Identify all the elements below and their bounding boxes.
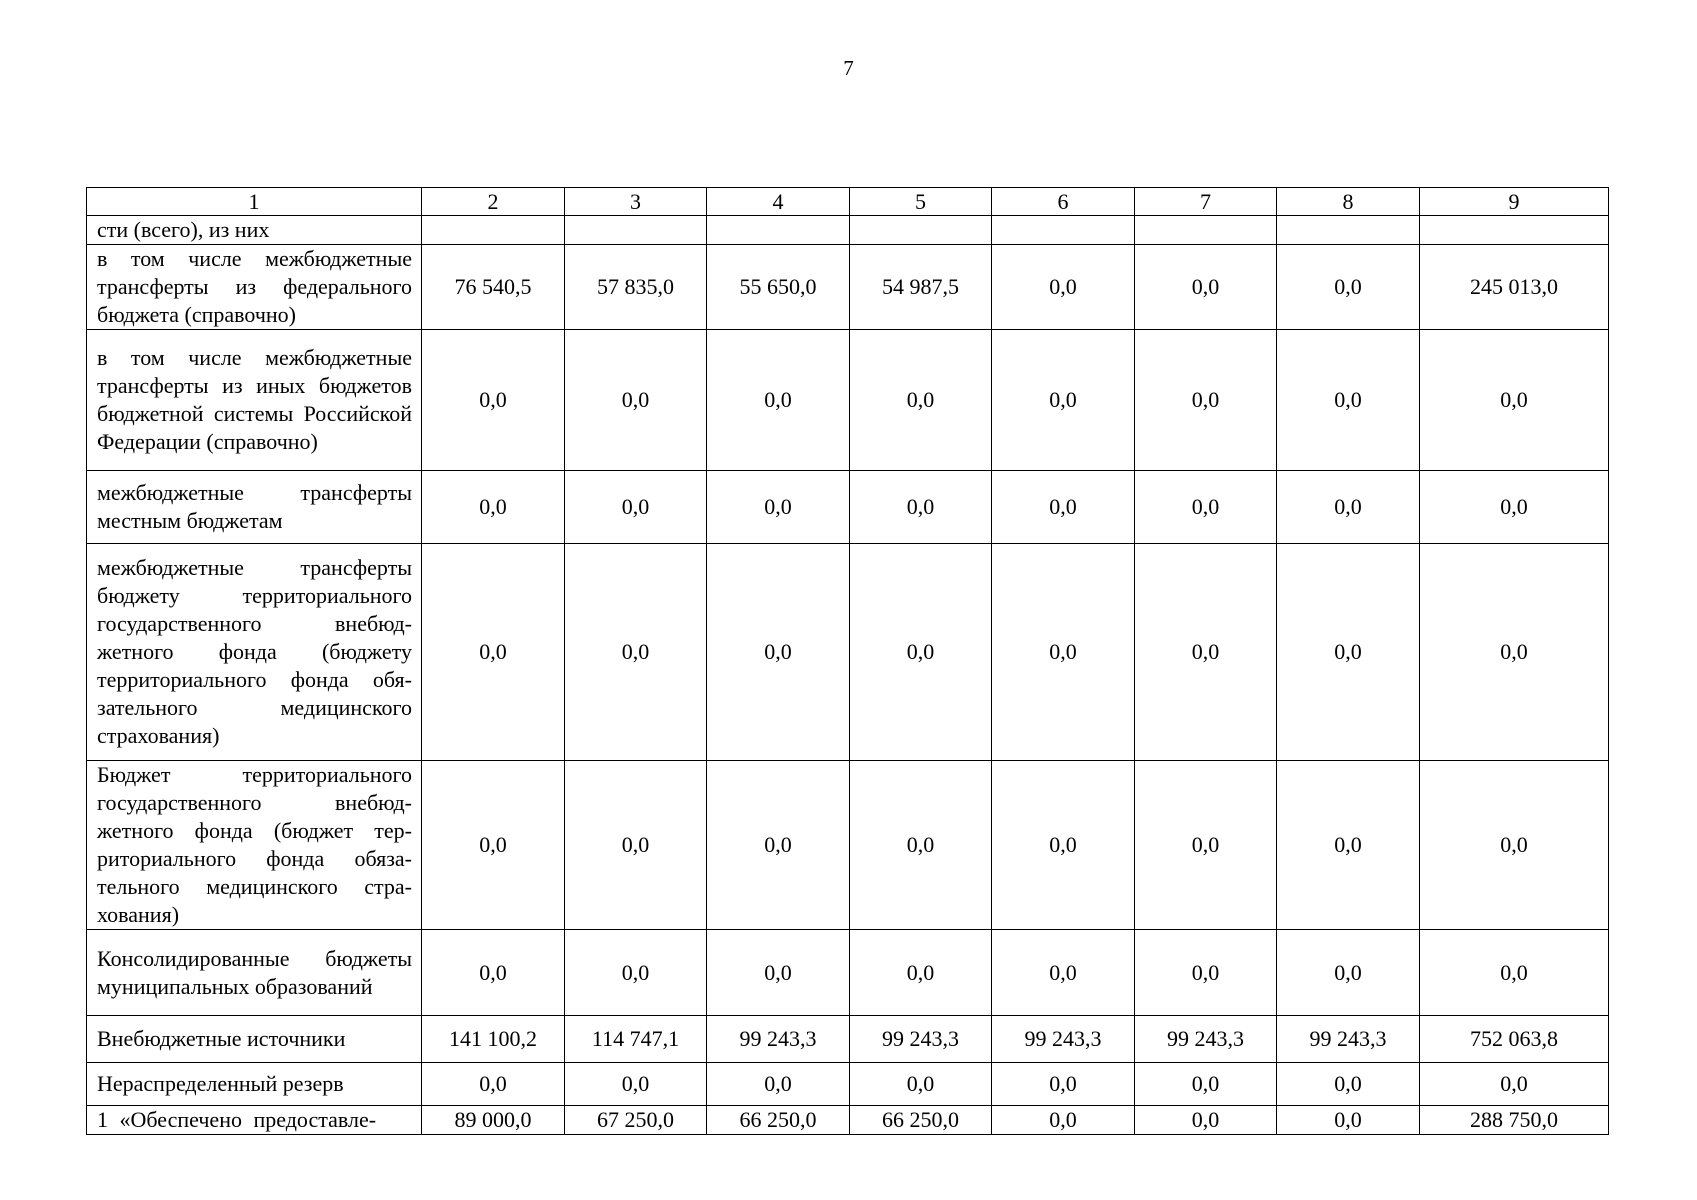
- budget-table: [86, 187, 1609, 1135]
- row-label: Бюджет территориального государственного внебюджетного фонда (бюджет территориального фонда обязательного медицинского страхования): [87, 761, 422, 930]
- table-cell: 0,0: [1135, 544, 1277, 761]
- table-cell: 76 540,5: [422, 245, 565, 330]
- table-cell: 114 747,1: [565, 1016, 707, 1063]
- table-cell: 0,0: [422, 761, 565, 930]
- table-cell: 0,0: [422, 330, 565, 471]
- table-cell: 99 243,3: [707, 1016, 850, 1063]
- table-cell: 0,0: [1420, 761, 1609, 930]
- table-cell: 0,0: [565, 330, 707, 471]
- table-cell: 0,0: [1135, 1063, 1277, 1106]
- table-cell: 0,0: [565, 761, 707, 930]
- table-cell: 141 100,2: [422, 1016, 565, 1063]
- table-cell: 0,0: [1420, 471, 1609, 544]
- table-row: [87, 1063, 1609, 1106]
- column-header: 6: [992, 188, 1135, 216]
- table-cell: 0,0: [992, 930, 1135, 1016]
- table-cell: 0,0: [565, 930, 707, 1016]
- table-row: [87, 216, 1609, 245]
- table-cell: 0,0: [850, 544, 992, 761]
- table-cell: 0,0: [1277, 930, 1420, 1016]
- row-label: сти (всего), из них: [87, 216, 422, 245]
- row-label: в том числе межбюджетные трансферты из федерального бюджета (справочно): [87, 245, 422, 330]
- column-header: 2: [422, 188, 565, 216]
- table-cell: 66 250,0: [707, 1106, 850, 1135]
- table-cell: [1277, 216, 1420, 245]
- table-cell: 0,0: [992, 330, 1135, 471]
- column-header: 4: [707, 188, 850, 216]
- table-cell: 0,0: [992, 761, 1135, 930]
- row-label: межбюджетные трансферты бюджету территориального государственного внебюджетного фонда (бюджету территориального фонда обязательного медицинского страхования): [87, 544, 422, 761]
- column-header: 5: [850, 188, 992, 216]
- table-cell: 0,0: [1135, 1106, 1277, 1135]
- table-cell: [850, 216, 992, 245]
- column-header: 7: [1135, 188, 1277, 216]
- table-cell: 99 243,3: [850, 1016, 992, 1063]
- table-cell: 752 063,8: [1420, 1016, 1609, 1063]
- table-cell: 0,0: [992, 1063, 1135, 1106]
- table-cell: 0,0: [1135, 761, 1277, 930]
- table-cell: [565, 216, 707, 245]
- table-row: [87, 245, 1609, 330]
- table-cell: 0,0: [1277, 330, 1420, 471]
- table-row: [87, 544, 1609, 761]
- table-cell: 99 243,3: [1135, 1016, 1277, 1063]
- table-cell: 99 243,3: [1277, 1016, 1420, 1063]
- table-cell: 0,0: [1135, 471, 1277, 544]
- table-cell: [992, 216, 1135, 245]
- row-label: Внебюджетные источники: [87, 1016, 422, 1063]
- table-cell: 55 650,0: [707, 245, 850, 330]
- table-row: [87, 1106, 1609, 1135]
- table-cell: 0,0: [565, 544, 707, 761]
- table-cell: 0,0: [1277, 245, 1420, 330]
- table-cell: 0,0: [1135, 930, 1277, 1016]
- column-header: 9: [1420, 188, 1609, 216]
- table-cell: 0,0: [1135, 330, 1277, 471]
- table-cell: 0,0: [1277, 1106, 1420, 1135]
- table-cell: 0,0: [992, 471, 1135, 544]
- table-cell: 89 000,0: [422, 1106, 565, 1135]
- table-cell: 0,0: [1420, 930, 1609, 1016]
- table-cell: 0,0: [992, 1106, 1135, 1135]
- table-cell: 0,0: [850, 330, 992, 471]
- table-cell: 0,0: [422, 930, 565, 1016]
- table-cell: 0,0: [707, 761, 850, 930]
- table-cell: 245 013,0: [1420, 245, 1609, 330]
- table-cell: [1135, 216, 1277, 245]
- table-cell: 99 243,3: [992, 1016, 1135, 1063]
- table-row: [87, 1016, 1609, 1063]
- table-cell: 0,0: [565, 471, 707, 544]
- row-label: Консолидированные бюджеты муниципальных образований: [87, 930, 422, 1016]
- table-cell: 0,0: [707, 930, 850, 1016]
- table-cell: 0,0: [1277, 471, 1420, 544]
- table-cell: 0,0: [850, 930, 992, 1016]
- page-number: 7: [843, 56, 854, 80]
- table-cell: 0,0: [707, 330, 850, 471]
- table-cell: 0,0: [707, 471, 850, 544]
- table-cell: 0,0: [1420, 330, 1609, 471]
- table-cell: 0,0: [992, 544, 1135, 761]
- table-header-row: [87, 188, 1609, 216]
- table-cell: 0,0: [707, 544, 850, 761]
- table-cell: 0,0: [422, 1063, 565, 1106]
- table-cell: 57 835,0: [565, 245, 707, 330]
- row-label: Нераспределенный резерв: [87, 1063, 422, 1106]
- column-header: 3: [565, 188, 707, 216]
- table-row: [87, 761, 1609, 930]
- table-cell: 0,0: [992, 245, 1135, 330]
- table-cell: 0,0: [850, 471, 992, 544]
- row-label: в том числе межбюджетные трансферты из иных бюджетов бюджетной системы Российской Федерации (справочно): [87, 330, 422, 471]
- table-row: [87, 471, 1609, 544]
- table-row: [87, 330, 1609, 471]
- table-cell: 0,0: [1277, 761, 1420, 930]
- table-cell: 66 250,0: [850, 1106, 992, 1135]
- table-cell: 0,0: [1277, 544, 1420, 761]
- table-cell: 0,0: [422, 471, 565, 544]
- table-cell: [422, 216, 565, 245]
- table-cell: 67 250,0: [565, 1106, 707, 1135]
- row-label: 1 «Обеспечено предоставле-: [87, 1106, 422, 1135]
- column-header: 1: [87, 188, 422, 216]
- table-cell: 0,0: [1135, 245, 1277, 330]
- row-label: межбюджетные трансферты местным бюджетам: [87, 471, 422, 544]
- table-cell: 0,0: [422, 544, 565, 761]
- table-cell: 0,0: [850, 1063, 992, 1106]
- table-cell: 288 750,0: [1420, 1106, 1609, 1135]
- table-cell: 0,0: [850, 761, 992, 930]
- table-cell: 54 987,5: [850, 245, 992, 330]
- table-row: [87, 930, 1609, 1016]
- table-cell: 0,0: [1420, 1063, 1609, 1106]
- table-cell: [707, 216, 850, 245]
- table-cell: 0,0: [565, 1063, 707, 1106]
- column-header: 8: [1277, 188, 1420, 216]
- table-cell: 0,0: [1420, 544, 1609, 761]
- table-cell: [1420, 216, 1609, 245]
- table-cell: 0,0: [707, 1063, 850, 1106]
- table-cell: 0,0: [1277, 1063, 1420, 1106]
